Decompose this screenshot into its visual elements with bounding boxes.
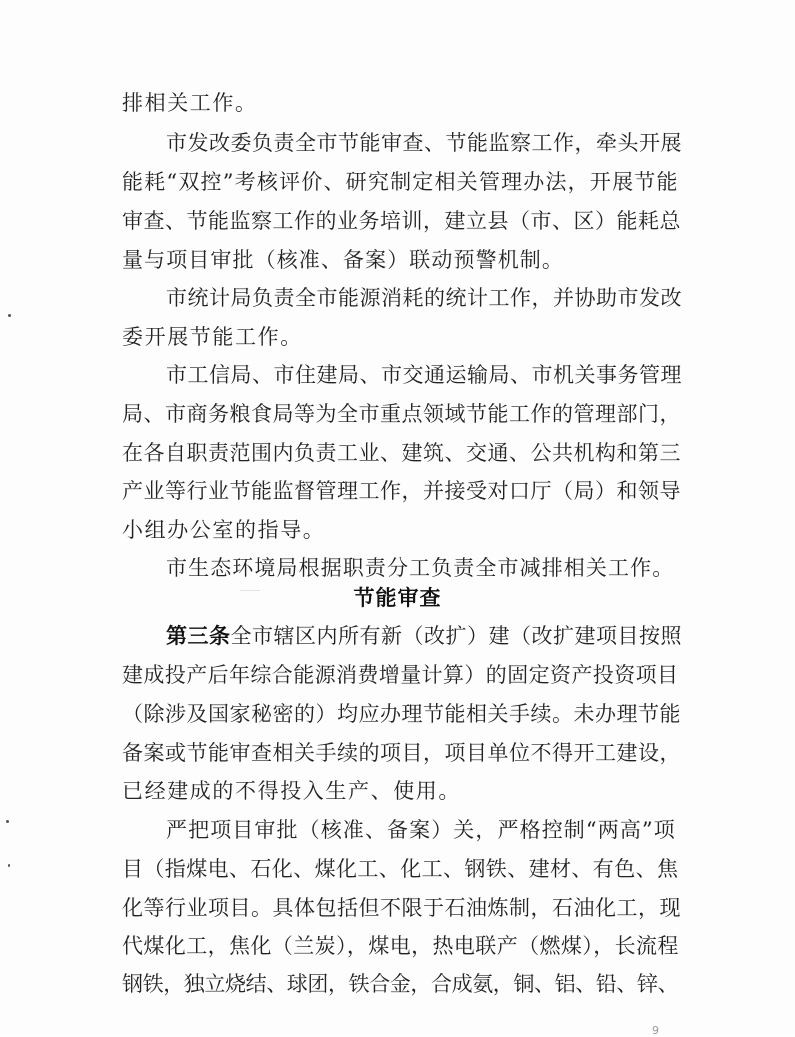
article-3-first-line — [166, 621, 682, 651]
text-line: 钢铁，独立烧结、球团，铁合金，合成氨，铜、铝、铅、锌、 — [122, 972, 679, 996]
text-line: 严把项目审批（核准、备案）关，严格控制“两高”项 — [166, 818, 676, 842]
text-line: 能耗“双控”考核评价、研究制定相关管理办法，开展节能 — [122, 170, 679, 194]
scan-speck — [8, 314, 11, 317]
article-text: 全市辖区内所有新（改扩）建（改扩建项目按照 — [230, 624, 682, 648]
text-line: 审查、节能监察工作的业务培训，建立县（市、区）能耗总 — [122, 209, 681, 233]
text-line: 排相关工作。 — [122, 91, 258, 115]
text-line: 化等行业项目。具体包括但不限于石油炼制，石油化工，现 — [122, 896, 681, 920]
text-line: 产业等行业节能监督管理工作，并接受对口厅（局）和领导 — [122, 479, 681, 503]
text-line: 委开展节能工作。 — [122, 325, 303, 349]
article-label: 第三条 — [166, 624, 231, 648]
text-line: 已经建成的不得投入生产、使用。 — [122, 779, 461, 803]
text-line: 市工信局、市住建局、市交通运输局、市机关事务管理 — [166, 363, 682, 387]
text-line: 在各自职责范围内负责工业、建筑、交通、公共机构和第三 — [122, 441, 681, 465]
text-line: 小组办公室的指导。 — [122, 518, 326, 542]
text-line: 备案或节能审查相关手续的项目，项目单位不得开工建设， — [122, 741, 681, 765]
page-number: 9 — [652, 1024, 659, 1037]
text-line: 市生态环境局根据职责分工负责全市减排相关工作。 — [166, 556, 675, 580]
section-heading: 节能审查 — [353, 586, 442, 610]
text-line: 目（指煤电、石化、煤化工、化工、钢铁、建材、有色、焦 — [122, 857, 679, 881]
text-line: 局、市商务粮食局等为全市重点领域节能工作的管理部门， — [122, 402, 681, 426]
text-line: 量与项目审批（核准、备案）联动预警机制。 — [122, 248, 564, 272]
scan-speck — [8, 864, 10, 867]
text-line: 建成投产后年综合能源消费增量计算）的固定资产投资项目 — [122, 663, 679, 687]
text-line: 市统计局负责全市能源消耗的统计工作，并协助市发改 — [166, 286, 682, 310]
scan-speck — [6, 820, 9, 823]
text-line: 代煤化工，焦化（兰炭），煤电，热电联产（燃煤），长流程 — [122, 934, 679, 958]
text-line: 市发改委负责全市节能审查、节能监察工作，牵头开展 — [166, 131, 682, 155]
text-line: （除涉及国家秘密的）均应办理节能相关手续。未办理节能 — [122, 702, 681, 726]
